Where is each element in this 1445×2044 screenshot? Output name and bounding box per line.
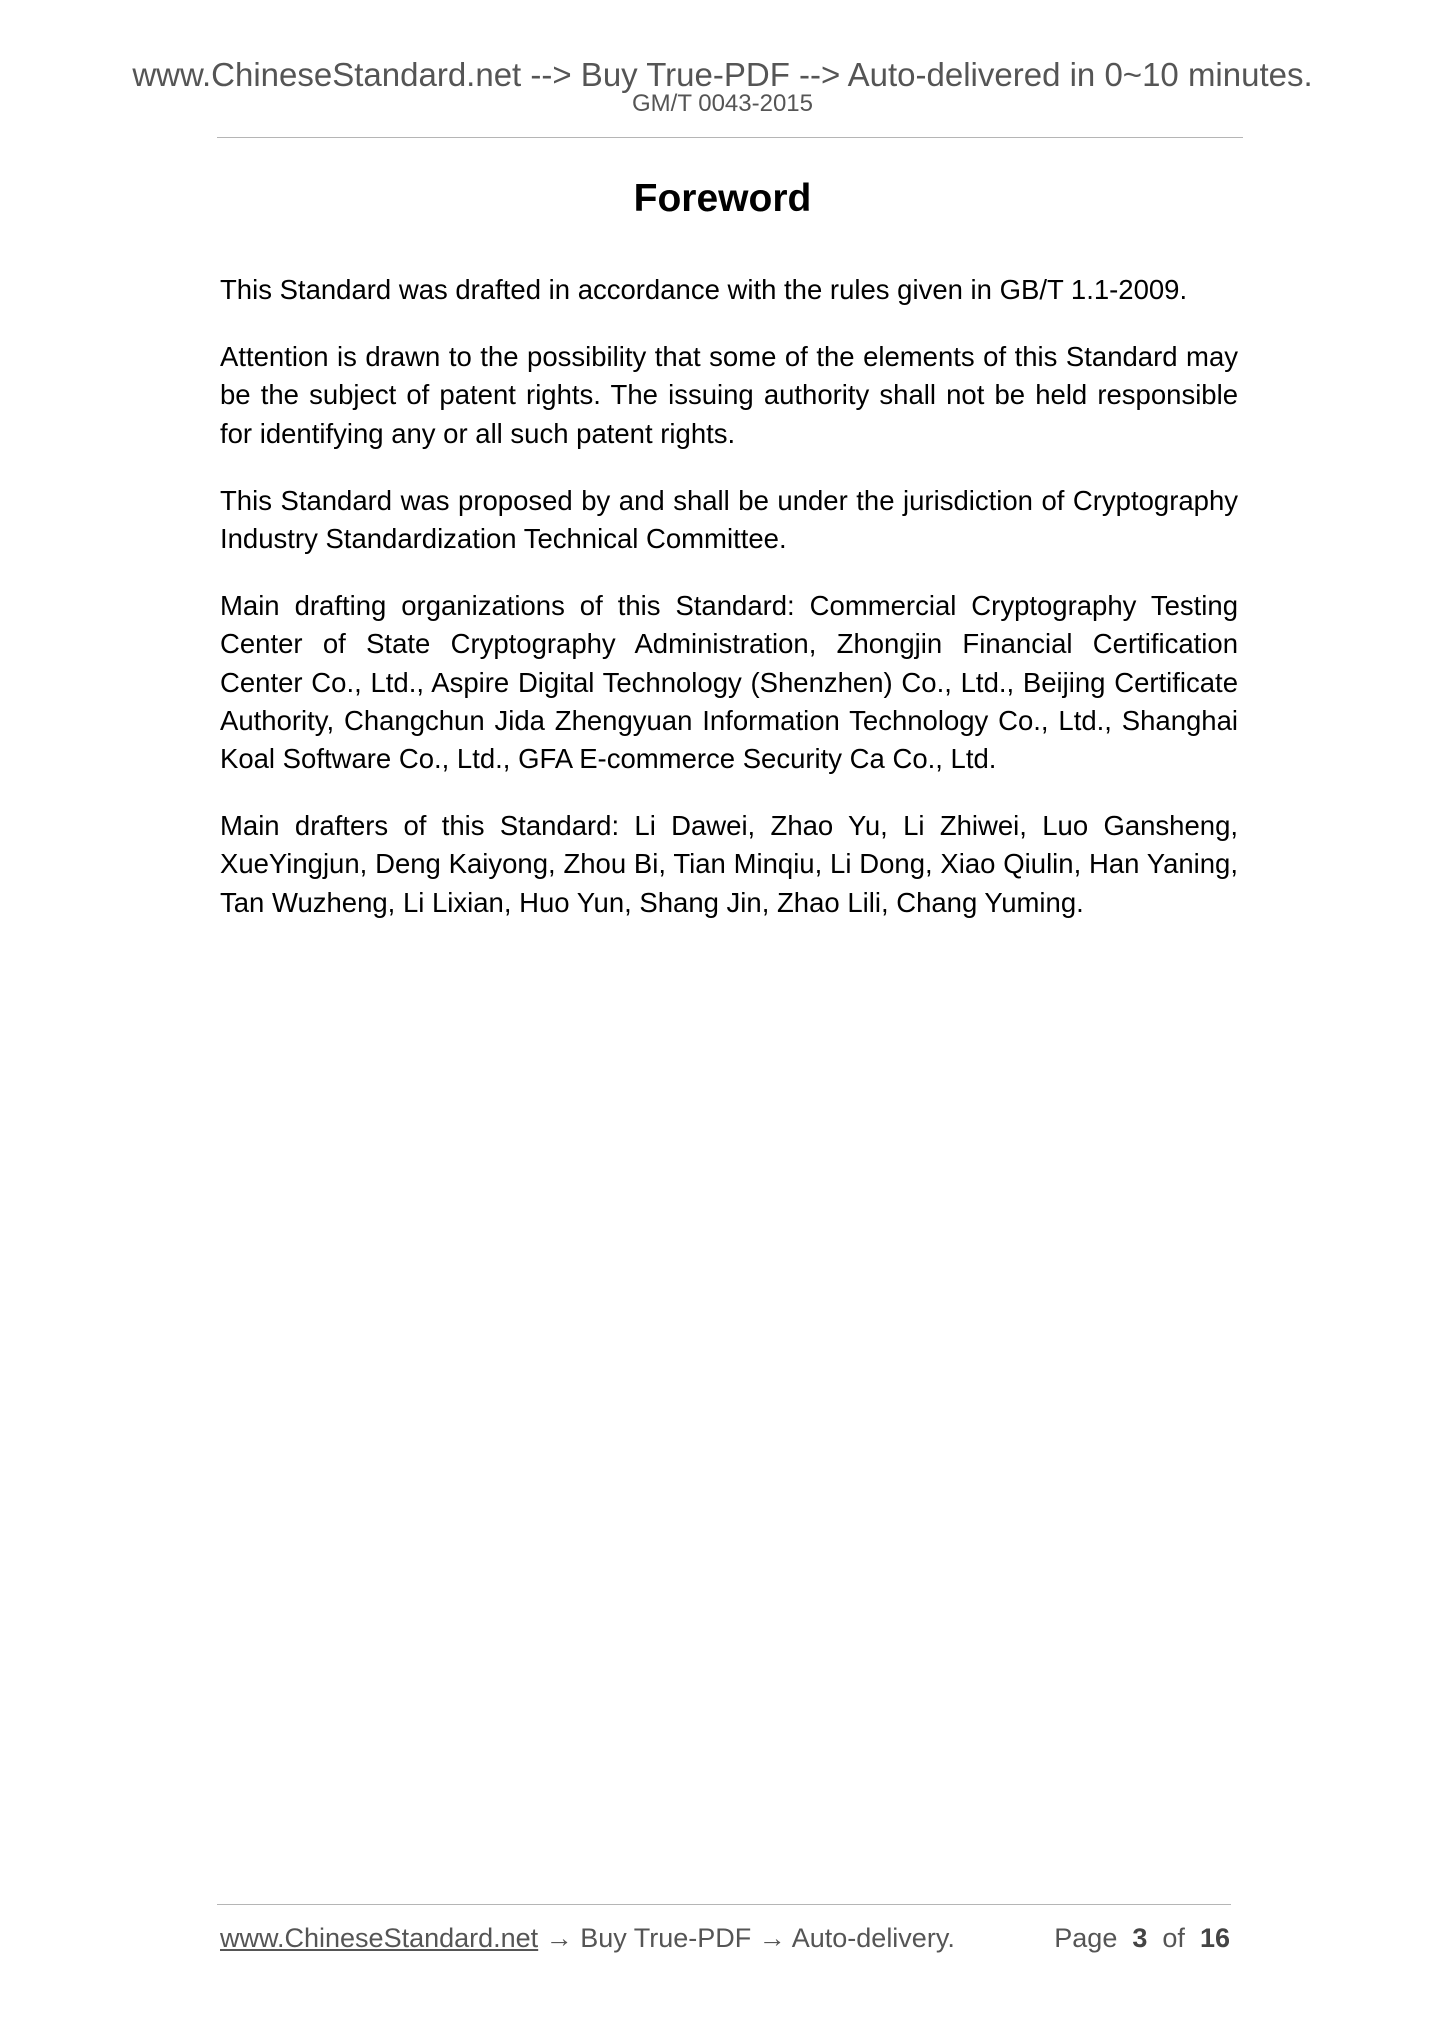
- paragraph-drafting-organizations: Main drafting organizations of this Standard: Commercial Cryptography Testing Center of State Cryptography Administration, Zhongjin Financial Certification Center Co., Ltd., Aspire Digital Technology (Shenzhen) Co., Ltd., Beijing Certificate Authority, Changchun Jida Zhengyuan Information Technology Co., Ltd., Shanghai Koal Software Co., Ltd., GFA E-commerce Security Ca Co., Ltd.: [220, 590, 1238, 775]
- page-title: Foreword: [633, 177, 812, 220]
- foreword-body: [220, 271, 1238, 951]
- footer-delivery-text: → Buy True-PDF → Auto-delivery.: [538, 1923, 955, 1953]
- header-divider: [217, 137, 1243, 138]
- paragraph-jurisdiction: This Standard was proposed by and shall be under the jurisdiction of Cryptography Industry Standardization Technical Committee.: [220, 484, 1238, 555]
- paragraph-drafting-rules: This Standard was drafted in accordance with the rules given in GB/T 1.1-2009.: [220, 274, 1188, 305]
- page-current: 3: [1132, 1923, 1148, 1953]
- paragraph-drafters: Main drafters of this Standard: Li Dawei, Zhao Yu, Li Zhiwei, Luo Gansheng, XueYingjun, Deng Kaiyong, Zhou Bi, Tian Minqiu, Li Dong, Xiao Qiulin, Han Yaning, Tan Wuzheng, Li Lixian, Huo Yun, Shang Jin, Zhao Lili, Chang Yuming.: [220, 810, 1238, 918]
- page-of: of: [1162, 1923, 1185, 1953]
- page-footer: [220, 1925, 1230, 1952]
- page-total: 16: [1199, 1923, 1230, 1953]
- paragraph-patent-notice: Attention is drawn to the possibility that some of the elements of this Standard may be the subject of patent rights. The issuing authority shall not be held responsible for identifying any or all such patent rights.: [220, 341, 1238, 449]
- page-label: Page: [1054, 1923, 1118, 1953]
- footer-site-link[interactable]: www.ChineseStandard.net: [220, 1923, 539, 1953]
- site-banner: www.ChineseStandard.net --> Buy True-PDF --> Auto-delivered in 0~10 minutes.: [132, 56, 1313, 93]
- footer-divider: [217, 1904, 1231, 1905]
- page-number: [1054, 1925, 1230, 1952]
- document-code: GM/T 0043-2015: [632, 90, 813, 117]
